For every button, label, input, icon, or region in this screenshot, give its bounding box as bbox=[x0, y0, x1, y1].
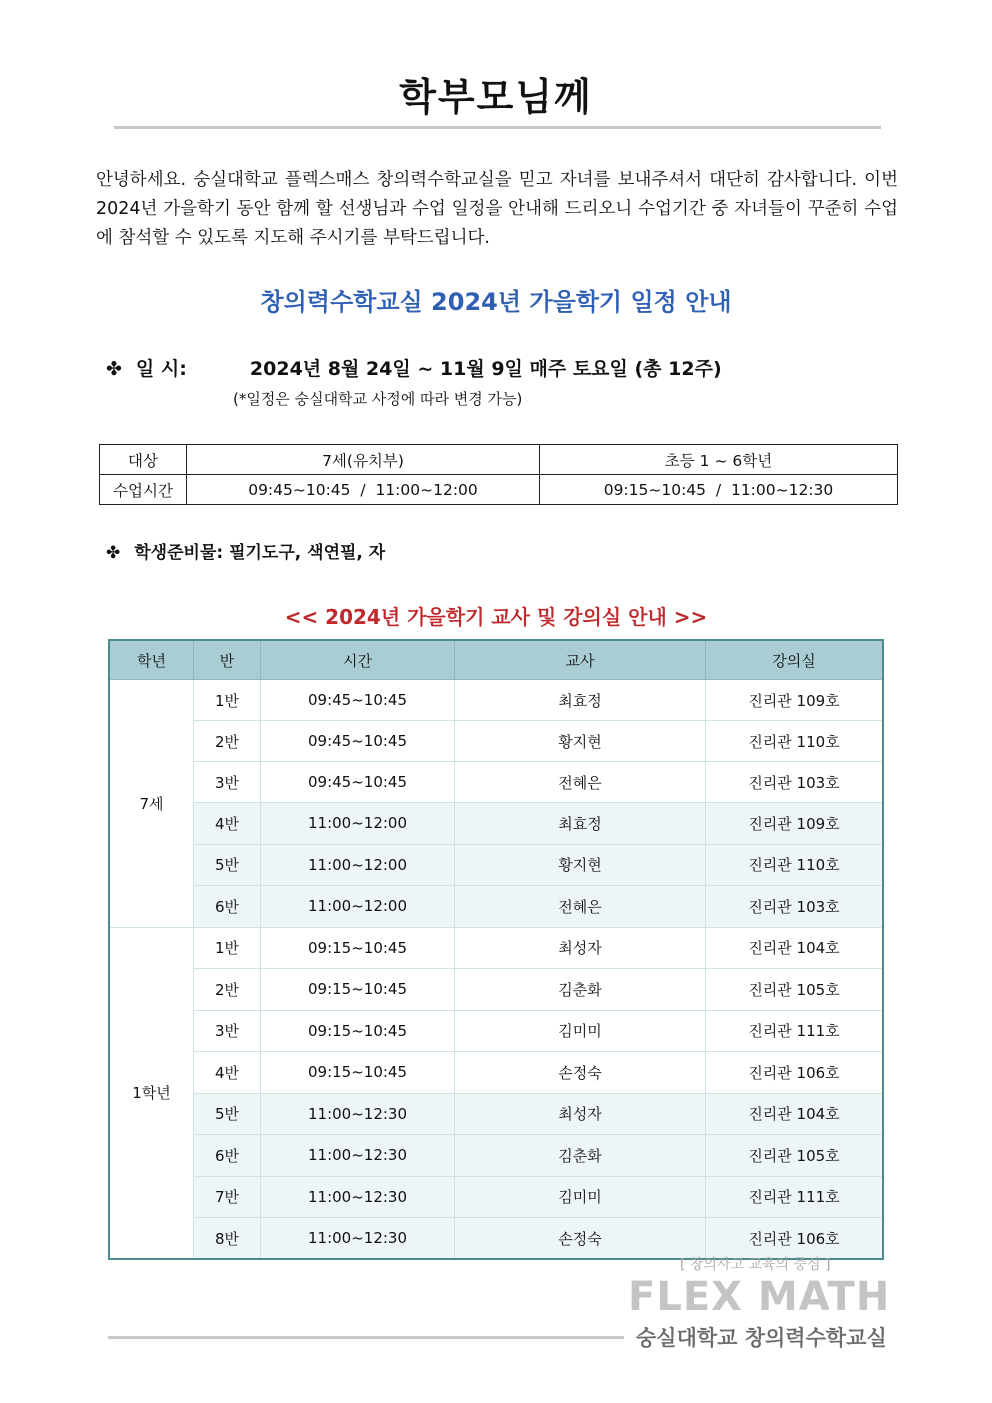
teacher-cell: 김미미 bbox=[455, 1176, 706, 1218]
table-header-row bbox=[109, 640, 883, 680]
table-row bbox=[109, 803, 883, 845]
class-cell: 8반 bbox=[194, 1218, 261, 1260]
table-row bbox=[109, 886, 883, 928]
header-class: 반 bbox=[194, 640, 261, 680]
supplies-text: 학생준비물: 필기도구, 색연필, 자 bbox=[134, 543, 386, 563]
room-cell: 진리관 103호 bbox=[706, 762, 884, 803]
schedule-value: 2024년 8월 24일 ~ 11월 9일 매주 토요일 (총 12주) bbox=[249, 358, 722, 380]
room-cell: 진리관 106호 bbox=[706, 1218, 884, 1260]
time-cell: 11:00~12:30 bbox=[261, 1176, 455, 1218]
room-cell: 진리관 110호 bbox=[706, 721, 884, 762]
time-cell: 11:00~12:30 bbox=[261, 1093, 455, 1135]
class-cell: 1반 bbox=[194, 680, 261, 721]
teacher-cell: 전혜은 bbox=[455, 762, 706, 803]
class-table bbox=[108, 639, 884, 1260]
schedule-note: (*일정은 숭실대학교 사정에 따라 변경 가능) bbox=[233, 390, 523, 408]
room-cell: 진리관 111호 bbox=[706, 1010, 884, 1052]
table-row bbox=[109, 762, 883, 803]
flex-math-logo: FLEX MATH bbox=[628, 1274, 891, 1320]
schedule-label: 일 시: bbox=[135, 358, 187, 380]
teacher-cell: 황지현 bbox=[455, 721, 706, 762]
class-table-body bbox=[109, 680, 883, 1260]
summary-table bbox=[99, 444, 898, 505]
footer-divider bbox=[108, 1336, 624, 1339]
class-cell: 5반 bbox=[194, 844, 261, 886]
class-cell: 4반 bbox=[194, 803, 261, 845]
class-cell: 6반 bbox=[194, 1135, 261, 1177]
teacher-cell: 최성자 bbox=[455, 1093, 706, 1135]
summary-cell: 대상 bbox=[100, 445, 187, 475]
teacher-cell: 김춘화 bbox=[455, 1135, 706, 1177]
room-cell: 진리관 103호 bbox=[706, 886, 884, 928]
schedule-subtitle: 창의력수학교실 2024년 가을학기 일정 안내 bbox=[260, 288, 732, 316]
summary-cell: 수업시간 bbox=[100, 475, 187, 505]
summary-row-time bbox=[100, 475, 898, 505]
header-room: 강의실 bbox=[706, 640, 884, 680]
time-cell: 09:15~10:45 bbox=[261, 927, 455, 969]
time-cell: 09:15~10:45 bbox=[261, 969, 455, 1011]
table-row bbox=[109, 1135, 883, 1177]
time-cell: 11:00~12:30 bbox=[261, 1218, 455, 1260]
teacher-cell: 김미미 bbox=[455, 1010, 706, 1052]
class-cell: 1반 bbox=[194, 927, 261, 969]
summary-cell: 초등 1 ~ 6학년 bbox=[540, 445, 898, 475]
time-cell: 09:45~10:45 bbox=[261, 721, 455, 762]
class-cell: 5반 bbox=[194, 1093, 261, 1135]
header-time: 시간 bbox=[261, 640, 455, 680]
teacher-cell: 최효정 bbox=[455, 803, 706, 845]
summary-cell: 7세(유치부) bbox=[187, 445, 540, 475]
teacher-cell: 최효정 bbox=[455, 680, 706, 721]
table-row bbox=[109, 680, 883, 721]
table-row bbox=[109, 1218, 883, 1260]
class-cell: 3반 bbox=[194, 1010, 261, 1052]
teacher-cell: 김춘화 bbox=[455, 969, 706, 1011]
room-cell: 진리관 109호 bbox=[706, 803, 884, 845]
supplies-line bbox=[106, 538, 385, 563]
footer-tagline: [ 창의사고 교육의 중심 ] bbox=[680, 1257, 831, 1273]
footer-school-name: 숭실대학교 창의력수학교실 bbox=[636, 1326, 887, 1350]
room-cell: 진리관 111호 bbox=[706, 1176, 884, 1218]
clover-icon: ✤ bbox=[106, 358, 122, 380]
room-cell: 진리관 104호 bbox=[706, 1093, 884, 1135]
class-cell: 7반 bbox=[194, 1176, 261, 1218]
class-cell: 4반 bbox=[194, 1052, 261, 1094]
grade-cell: 7세 bbox=[109, 680, 194, 928]
page-title: 학부모님께 bbox=[399, 75, 593, 119]
time-cell: 11:00~12:30 bbox=[261, 1135, 455, 1177]
time-cell: 11:00~12:00 bbox=[261, 803, 455, 845]
table-row bbox=[109, 1176, 883, 1218]
class-cell: 6반 bbox=[194, 886, 261, 928]
teacher-cell: 최성자 bbox=[455, 927, 706, 969]
summary-cell: 09:45~10:45 / 11:00~12:00 bbox=[187, 475, 540, 505]
table-row bbox=[109, 721, 883, 762]
room-cell: 진리관 104호 bbox=[706, 927, 884, 969]
summary-cell: 09:15~10:45 / 11:00~12:30 bbox=[540, 475, 898, 505]
time-cell: 11:00~12:00 bbox=[261, 886, 455, 928]
table-row bbox=[109, 1010, 883, 1052]
time-cell: 11:00~12:00 bbox=[261, 844, 455, 886]
teacher-cell: 황지현 bbox=[455, 844, 706, 886]
room-cell: 진리관 110호 bbox=[706, 844, 884, 886]
room-cell: 진리관 106호 bbox=[706, 1052, 884, 1094]
table-row bbox=[109, 927, 883, 969]
class-cell: 2반 bbox=[194, 721, 261, 762]
time-cell: 09:15~10:45 bbox=[261, 1010, 455, 1052]
teacher-heading: << 2024년 가을학기 교사 및 강의실 안내 >> bbox=[284, 605, 708, 629]
table-row bbox=[109, 844, 883, 886]
time-cell: 09:15~10:45 bbox=[261, 1052, 455, 1094]
header-teacher: 교사 bbox=[455, 640, 706, 680]
time-cell: 09:45~10:45 bbox=[261, 762, 455, 803]
room-cell: 진리관 105호 bbox=[706, 969, 884, 1011]
class-cell: 3반 bbox=[194, 762, 261, 803]
teacher-cell: 손정숙 bbox=[455, 1218, 706, 1260]
table-row bbox=[109, 969, 883, 1011]
time-cell: 09:45~10:45 bbox=[261, 680, 455, 721]
clover-icon: ✤ bbox=[106, 543, 121, 563]
class-cell: 2반 bbox=[194, 969, 261, 1011]
summary-row-target bbox=[100, 445, 898, 475]
intro-paragraph: 안녕하세요. 숭실대학교 플렉스매스 창의력수학교실을 믿고 자녀를 보내주셔서 대단히 감사합니다. 이번 2024년 가을학기 동안 함께 할 선생님과 수업 일정을 안내해 드리오니 수업기간 중 자녀들이 꾸준히 수업에 참석할 수 있도록 지도해 주시기를 부탁드립니다. bbox=[96, 170, 898, 248]
teacher-cell: 손정숙 bbox=[455, 1052, 706, 1094]
grade-cell: 1학년 bbox=[109, 927, 194, 1259]
table-row bbox=[109, 1093, 883, 1135]
header-grade: 학년 bbox=[109, 640, 194, 680]
table-row bbox=[109, 1052, 883, 1094]
teacher-cell: 전혜은 bbox=[455, 886, 706, 928]
title-divider bbox=[114, 126, 881, 129]
room-cell: 진리관 109호 bbox=[706, 680, 884, 721]
schedule-line bbox=[106, 354, 722, 381]
room-cell: 진리관 105호 bbox=[706, 1135, 884, 1177]
